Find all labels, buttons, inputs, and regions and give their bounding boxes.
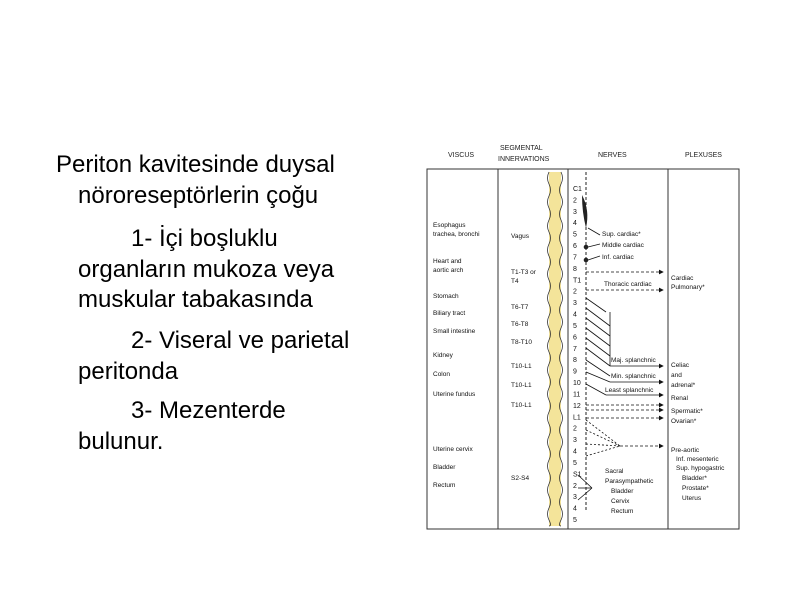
- segment-label: 5: [573, 517, 577, 524]
- item-2-line-2: peritonda: [78, 358, 179, 385]
- innervation-label: T10-L1: [511, 382, 532, 389]
- viscus-label: Rectum: [433, 482, 456, 489]
- label-sup-cardiac: Sup. cardiac*: [602, 231, 641, 238]
- label-sacral-cervix: Cervix: [611, 498, 630, 505]
- segment-label: 4: [573, 505, 577, 513]
- label-thoracic-cardiac: Thoracic cardiac: [604, 281, 652, 288]
- label-sacral: Sacral: [605, 468, 624, 475]
- header-viscus: VISCUS: [448, 152, 475, 159]
- innervation-column: [511, 233, 537, 482]
- segment-label: 8: [573, 265, 577, 273]
- segment-label: 9: [573, 368, 577, 376]
- inferior-cervical-ganglion: [584, 258, 589, 263]
- item-3-line-1: 3- Mezenterde: [131, 397, 286, 424]
- viscus-label: Bladder: [433, 464, 456, 471]
- segment-label: 3: [573, 208, 577, 216]
- plexus-uterus: Uterus: [682, 495, 702, 502]
- item-3-line-2: bulunur.: [78, 428, 164, 455]
- plexus-ovarian: Ovarian*: [671, 418, 697, 425]
- innervation-label: T8-T10: [511, 339, 532, 346]
- segment-label: 2: [573, 288, 577, 296]
- innervation-label: T1-T3 or: [511, 269, 536, 276]
- segment-label: 2: [573, 482, 577, 490]
- viscus-column: [433, 222, 480, 489]
- viscus-label: Esophagus: [433, 222, 466, 229]
- segment-label: 5: [573, 322, 577, 330]
- segment-label: L1: [573, 414, 581, 422]
- segment-label: 10: [573, 380, 581, 388]
- viscus-label: Colon: [433, 371, 450, 378]
- viscus-label: Stomach: [433, 293, 459, 300]
- innervation-label: S2-S4: [511, 475, 530, 482]
- viscus-label: Small intestine: [433, 328, 476, 335]
- cervical-ganglion: [582, 195, 587, 228]
- label-middle-cardiac: Middle cardiac: [602, 242, 644, 249]
- plexus-sup-hypogastric: Sup. hypogastric: [676, 465, 725, 472]
- segment-label: 5: [573, 459, 577, 467]
- visceral-innervation-figure: [420, 140, 750, 535]
- header-segmental-2: INNERVATIONS: [498, 156, 550, 163]
- bullet-line-1: Periton kavitesinde duysal: [56, 151, 335, 178]
- plexus-pulmonary: Pulmonary*: [671, 284, 705, 291]
- label-maj-splanchnic: Maj. splanchnic: [611, 357, 656, 364]
- plexus-inf-mesenteric: Inf. mesenteric: [676, 456, 719, 463]
- label-sacral-bladder: Bladder: [611, 488, 634, 495]
- innervation-label: Vagus: [511, 233, 529, 240]
- nerve-paths: [578, 228, 663, 500]
- plexus-bladder: Bladder*: [682, 475, 707, 482]
- item-1-line-1: 1- İçi boşluklu: [131, 225, 278, 252]
- label-sacral-rectum: Rectum: [611, 508, 634, 515]
- plexus-celiac: Celiac: [671, 362, 690, 369]
- segment-labels: [573, 186, 582, 524]
- viscus-label: trachea, bronchi: [433, 231, 480, 238]
- item-2-line-1: 2- Viseral ve parietal: [131, 327, 350, 354]
- bullet-line-2: nöroreseptörlerin çoğu: [78, 182, 319, 209]
- plexus-cardiac: Cardiac: [671, 275, 694, 282]
- segment-label: 12: [573, 402, 581, 410]
- segment-label: 4: [573, 448, 577, 456]
- viscus-label: Biliary tract: [433, 310, 466, 317]
- plexus-prostate: Prostate*: [682, 485, 709, 492]
- plexus-renal: Renal: [671, 395, 688, 402]
- middle-cervical-ganglion: [584, 245, 589, 250]
- header-plexuses: PLEXUSES: [685, 152, 722, 159]
- label-parasympathetic: Parasympathetic: [605, 478, 654, 485]
- innervation-label: T6-T8: [511, 321, 529, 328]
- label-least-splanchnic: Least splanchnic: [605, 387, 654, 394]
- innervation-label: T10-L1: [511, 363, 532, 370]
- segment-label: C1: [573, 186, 582, 193]
- segment-label: 11: [573, 391, 581, 399]
- header-nerves: NERVES: [598, 152, 627, 159]
- segment-label: 8: [573, 357, 577, 365]
- segment-label: 5: [573, 231, 577, 239]
- item-1-line-2: organların mukoza veya: [78, 256, 335, 283]
- item-1-line-3: muskular tabakasında: [78, 286, 313, 313]
- segment-label: 3: [573, 437, 577, 445]
- plexus-preaortic: Pre-aortic: [671, 447, 700, 454]
- segment-label: 3: [573, 494, 577, 502]
- segment-label: 4: [573, 220, 577, 228]
- segment-label: T1: [573, 277, 582, 285]
- segment-label: 3: [573, 300, 577, 308]
- segment-label: 6: [573, 334, 577, 342]
- innervation-label: T6-T7: [511, 304, 529, 311]
- segment-label: 2: [573, 197, 577, 205]
- segment-label: 4: [573, 311, 577, 319]
- viscus-label: Heart and: [433, 258, 462, 265]
- spinal-cord: [549, 172, 561, 526]
- segment-label: 7: [573, 345, 577, 353]
- segment-label: 7: [573, 254, 577, 262]
- viscus-label: Uterine fundus: [433, 391, 476, 398]
- innervation-label: T10-L1: [511, 402, 532, 409]
- viscus-label: Uterine cervix: [433, 446, 473, 453]
- header-segmental-1: SEGMENTAL: [500, 145, 543, 152]
- plexus-celiac-and: and: [671, 372, 682, 379]
- plexus-adrenal: adrenal*: [671, 382, 696, 389]
- segment-label: 6: [573, 243, 577, 251]
- innervation-label: T4: [511, 278, 519, 285]
- label-min-splanchnic: Min. splanchnic: [611, 373, 656, 380]
- segment-label: S1: [573, 471, 582, 479]
- viscus-label: Kidney: [433, 352, 453, 359]
- plexus-spermatic: Spermatic*: [671, 408, 703, 415]
- segment-label: 2: [573, 425, 577, 433]
- viscus-label: aortic arch: [433, 267, 464, 274]
- label-inf-cardiac: Inf. cardiac: [602, 254, 634, 261]
